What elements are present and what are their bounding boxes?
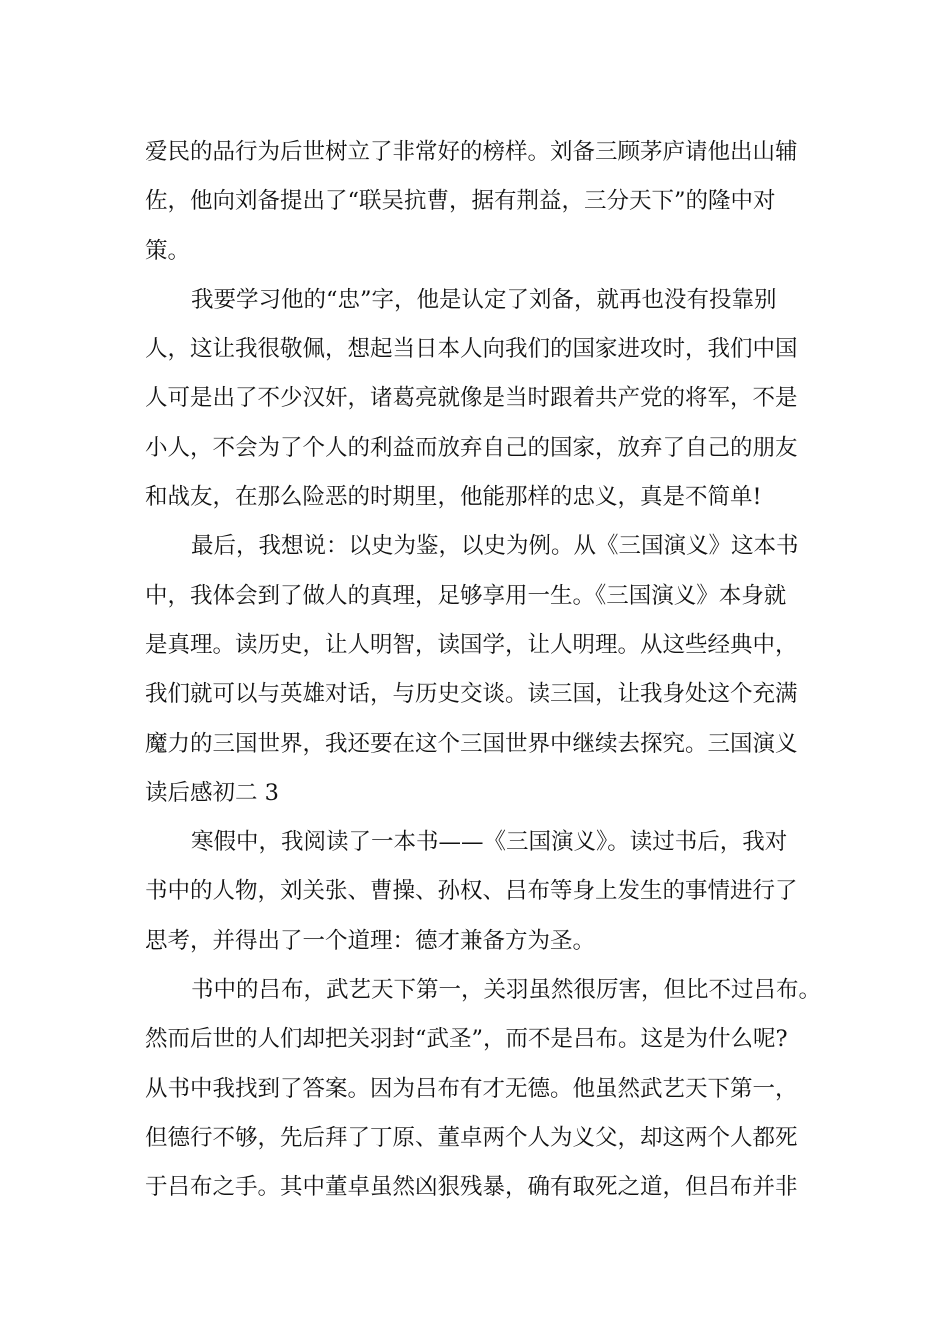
- text-line: 中，我体会到了做人的真理，足够享用一生。《三国演义》本身就: [145, 582, 787, 609]
- text-line: 佐，他向刘备提出了“联吴抗曹，据有荆益，三分天下”的隆中对: [145, 188, 776, 215]
- text-line: 是真理。读历史，让人明智，读国学，让人明理。从这些经典中，: [145, 631, 798, 658]
- paragraph-first-line: 寒假中，我阅读了一本书——《三国演义》。读过书后，我对: [191, 829, 788, 856]
- paragraph-first-line: 书中的吕布，武艺天下第一，关羽虽然很厉害，但比不过吕布。: [191, 977, 822, 1004]
- text-line: 从书中我找到了答案。因为吕布有才无德。他虽然武艺天下第一，: [145, 1075, 798, 1102]
- text-line: 小人，不会为了个人的利益而放弃自己的国家，放弃了自己的朋友: [145, 434, 798, 461]
- text-line: 人，这让我很敬佩，想起当日本人向我们的国家进攻时，我们中国: [145, 336, 798, 363]
- section-heading: 读后感初二 3: [145, 779, 279, 806]
- text-line: 策。: [145, 237, 191, 264]
- text-line: 魔力的三国世界，我还要在这个三国世界中继续去探究。三国演义: [145, 730, 798, 757]
- text-line: 思考，并得出了一个道理：德才兼备方为圣。: [145, 927, 596, 954]
- body-text: [145, 128, 845, 1213]
- paragraph-first-line: 最后，我想说：以史为鉴，以史为例。从《三国演义》这本书: [191, 533, 799, 560]
- text-line: 人可是出了不少汉奸，诸葛亮就像是当时跟着共产党的将军，不是: [145, 385, 798, 412]
- text-line: 爱民的品行为后世树立了非常好的榜样。刘备三顾茅庐请他出山辅: [145, 139, 798, 165]
- text-line: 于吕布之手。其中董卓虽然凶狠残暴，确有取死之道，但吕布并非: [145, 1174, 798, 1201]
- text-line: 书中的人物，刘关张、曹操、孙权、吕布等身上发生的事情进行了: [145, 878, 798, 905]
- text-line: 然而后世的人们却把关羽封“武圣”，而不是吕布。这是为什么呢?: [145, 1026, 788, 1053]
- text-line: 和战友，在那么险恶的时期里，他能那样的忠义，真是不简单!: [145, 484, 762, 511]
- text-line: 我们就可以与英雄对话，与历史交谈。读三国，让我身处这个充满: [145, 681, 798, 708]
- text-line: 但德行不够，先后拜了丁原、董卓两个人为义父，却这两个人都死: [145, 1124, 798, 1151]
- paragraph-first-line: 我要学习他的“忠”字，他是认定了刘备，就再也没有投靠别: [191, 286, 777, 313]
